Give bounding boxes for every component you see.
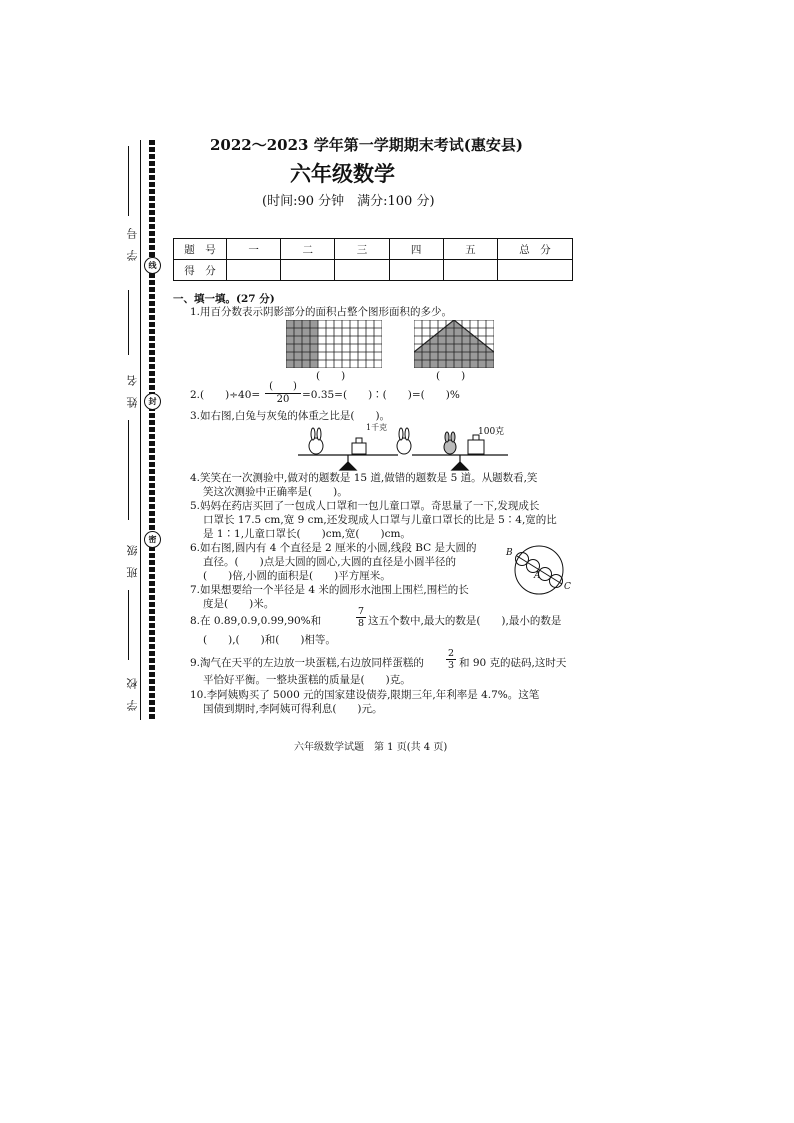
question-2-part2: =0.35=( )∶( )=( )% [302, 389, 460, 401]
score-header-cell: 一 [227, 239, 281, 260]
score-row-label: 得 分 [174, 260, 227, 281]
side-label-name: 姓 名 [126, 375, 139, 408]
exam-title: 2022～2023 学年第一学期期末考试(惠安县) [210, 136, 523, 154]
question-2-part1: 2.( )÷40= [190, 389, 261, 401]
question-6-line1: 6.如右图,圆内有 4 个直径是 2 厘米的小圆,线段 BC 是大圆的 [190, 542, 477, 554]
fraction-denominator: 3 [447, 660, 455, 671]
question-7-line2: 度是( )米。 [203, 598, 275, 610]
answer-blank-figure-2[interactable]: ( ) [436, 370, 466, 382]
score-header-row [174, 239, 573, 260]
time-info: (时间:90 分钟 满分:100 分) [262, 194, 435, 209]
score-cell[interactable] [389, 260, 443, 281]
score-header-cell: 题 号 [174, 239, 227, 260]
weight-label-100g: 100克 [478, 427, 505, 437]
score-cell[interactable] [498, 260, 573, 281]
grid-figure-1 [286, 320, 382, 368]
question-5-line2: 口罩长 17.5 cm,宽 9 cm,还发现成人口罩与儿童口罩长的比是 5∶4,宽的比 [203, 514, 557, 526]
fraction-numerator: 7 [357, 606, 365, 617]
answer-blank-figure-1[interactable]: ( ) [316, 370, 346, 382]
side-label-school: 学 校 [126, 678, 139, 711]
score-header-cell: 三 [335, 239, 389, 260]
score-cell[interactable] [443, 260, 497, 281]
fraction-2-3 [446, 648, 456, 671]
score-header-cell: 二 [281, 239, 335, 260]
question-9-line2: 平恰好平衡。一整块蛋糕的质量是( )克。 [203, 674, 411, 686]
score-cell[interactable] [335, 260, 389, 281]
fraction-7-8 [356, 606, 366, 629]
side-label-student-id: 学 号 [126, 228, 139, 261]
question-5-line3: 是 1∶1,儿童口罩长( )cm,宽( )cm。 [203, 528, 411, 540]
fraction-blank-over-20 [265, 381, 301, 406]
question-8-line2: ( ),( )和( )相等。 [203, 634, 336, 646]
question-1: 1.用百分数表示阴影部分的面积占整个图形面积的多少。 [190, 306, 453, 318]
score-header-cell: 五 [443, 239, 497, 260]
question-3: 3.如右图,白兔与灰兔的体重之比是( )。 [190, 410, 391, 422]
question-7-line1: 7.如果想要给一个半径是 4 米的圆形水池围上围栏,围栏的长 [190, 584, 469, 596]
question-6-line2: 直径。( )点是大圆的圆心,大圆的直径是小圆半径的 [203, 556, 457, 568]
question-9-part2: 和 90 克的砝码,这时天 [459, 657, 567, 669]
question-5-line1: 5.妈妈在药店买回了一包成人口罩和一包儿童口罩。奇思量了一下,发现成长 [190, 500, 540, 512]
score-cell[interactable] [227, 260, 281, 281]
point-label-b: B [506, 548, 513, 558]
question-4-line1: 4.笑笑在一次测验中,做对的题数是 15 道,做错的题数是 5 道。从题数看,笑 [190, 472, 538, 484]
seal-mark: 封 [144, 393, 161, 410]
question-8-part2: 这五个数中,最大的数是( ),最小的数是 [368, 615, 562, 627]
question-6-line3: ( )倍,小圆的面积是( )平方厘米。 [203, 570, 391, 582]
fraction-numerator: 2 [447, 648, 455, 659]
fraction-numerator[interactable]: ( ) [269, 381, 297, 392]
question-4-line2: 笑这次测验中正确率是( )。 [203, 486, 348, 498]
seal-mark: 密 [144, 531, 161, 548]
score-header-cell: 总 分 [498, 239, 573, 260]
subject-title: 六年级数学 [290, 161, 395, 186]
binding-solid-line [140, 140, 141, 720]
side-label-class: 班 级 [126, 545, 139, 578]
question-10-line2: 国债到期时,李阿姨可得利息( )元。 [203, 703, 383, 715]
score-row [174, 260, 573, 281]
question-8-part1: 8.在 0.89,0.9,0.99,90%和 [190, 615, 322, 627]
fraction-denominator: 20 [265, 393, 301, 406]
point-label-c: C [564, 582, 571, 592]
question-9-part1: 9.淘气在天平的左边放一块蛋糕,右边放同样蛋糕的 [190, 657, 424, 669]
score-cell[interactable] [281, 260, 335, 281]
seal-mark: 线 [144, 257, 161, 274]
question-10-line1: 10.李阿姨购买了 5000 元的国家建设债券,限期三年,年利率是 4.7%。这笔 [190, 689, 540, 701]
score-header-cell: 四 [389, 239, 443, 260]
grid-figure-2 [414, 320, 494, 368]
weight-label-1kg: 1千克 [366, 423, 388, 432]
fraction-denominator: 8 [357, 618, 365, 629]
point-label-a: A [534, 571, 541, 581]
section-heading: 一、填一填。(27 分) [173, 293, 275, 305]
score-table [173, 238, 573, 281]
page-footer: 六年级数学试题 第 1 页(共 4 页) [294, 742, 448, 753]
binding-dashed-line [149, 140, 155, 720]
